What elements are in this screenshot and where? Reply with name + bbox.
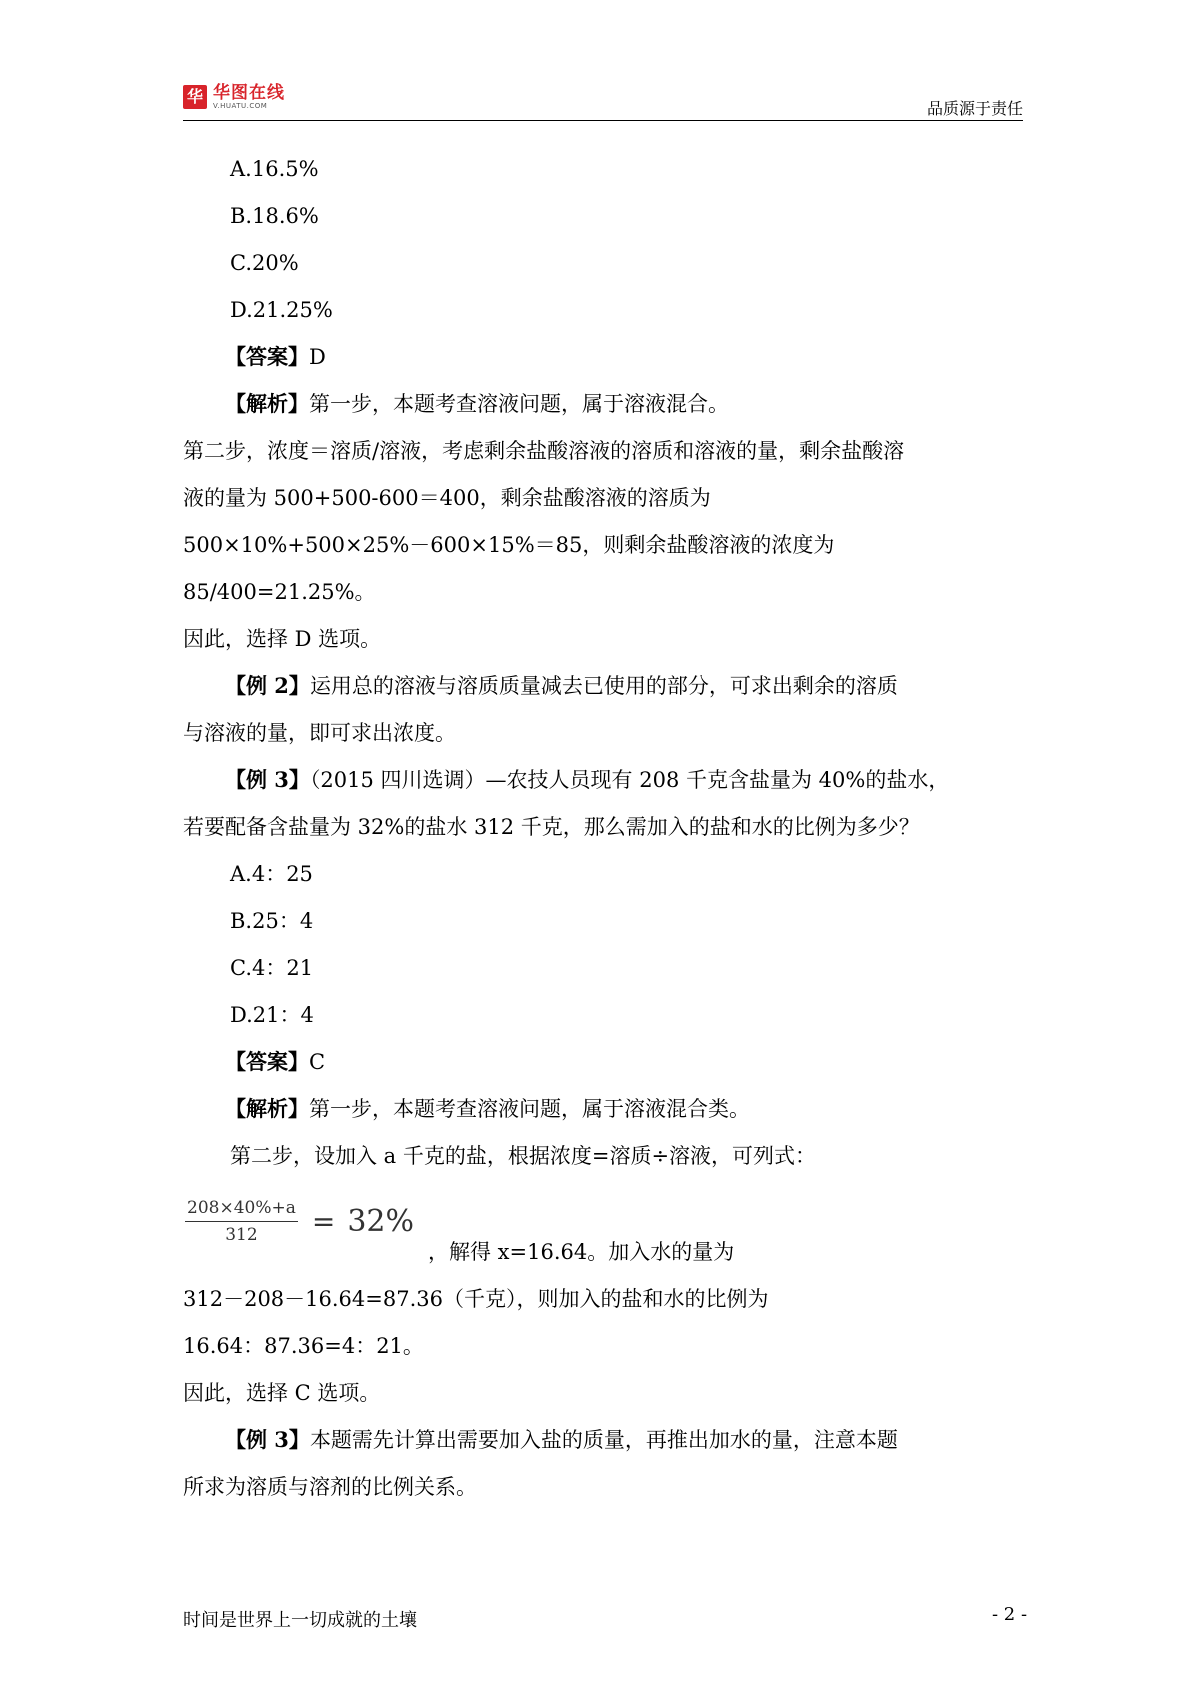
example-tag: 【例 2】	[225, 673, 310, 698]
example-text: 与溶液的量，即可求出浓度。	[183, 721, 456, 745]
analysis-text: 第一步，本题考查溶液问题，属于溶液混合。	[309, 392, 729, 416]
option-a: A.4：25	[230, 862, 313, 886]
analysis-text: 第二步，设加入 a 千克的盐，根据浓度=溶质÷溶液，可列式：	[230, 1144, 817, 1168]
answer-line	[225, 343, 326, 371]
analysis-text: ，解得 x=16.64。加入水的量为	[428, 1240, 735, 1264]
conclusion-text: 因此，选择 C 选项。	[183, 1381, 381, 1405]
analysis-tag: 【解析】	[225, 391, 309, 416]
formula-numerator: 208×40%+a	[185, 1198, 298, 1222]
formula-result: 32%	[347, 1204, 415, 1239]
option-c: C.4：21	[230, 956, 314, 980]
analysis-text: 500×10%+500×25%－600×15%＝85，则剩余盐酸溶液的浓度为	[183, 533, 835, 557]
conclusion-text: 因此，选择 D 选项。	[183, 627, 382, 651]
example-tag: 【例 3】	[225, 767, 310, 792]
option-d: D.21：4	[230, 1003, 314, 1027]
analysis-text: 液的量为 500+500-600＝400，剩余盐酸溶液的溶质为	[183, 486, 711, 510]
header-motto: 品质源于责任	[926, 99, 1023, 118]
example-text: 运用总的溶液与溶质质量减去已使用的部分，可求出剩余的溶质	[309, 674, 898, 698]
analysis-text: 85/400=21.25%。	[183, 580, 376, 604]
logo-icon: 华	[183, 85, 207, 109]
example-text: （2015 四川选调）—农技人员现有 208 千克含盐量为 40%的盐水，	[309, 768, 950, 792]
formula-equals: =	[311, 1205, 336, 1238]
analysis-text: 第二步，浓度＝溶质/溶液，考虑剩余盐酸溶液的溶质和溶液的量，剩余盐酸溶	[183, 439, 905, 463]
analysis-tag: 【解析】	[225, 1096, 309, 1121]
example-text: 本题需先计算出需要加入盐的质量，再推出加水的量，注意本题	[309, 1428, 898, 1452]
example-tag: 【例 3】	[225, 1427, 310, 1452]
formula	[185, 1198, 414, 1245]
analysis-line	[225, 1095, 750, 1123]
option-a: A.16.5%	[230, 157, 319, 181]
answer-tag: 【答案】	[225, 1049, 309, 1074]
analysis-line	[225, 390, 729, 418]
option-d: D.21.25%	[230, 298, 333, 322]
answer-value: D	[309, 345, 326, 369]
example-3-note-line	[225, 1426, 898, 1454]
page-number: - 2 -	[992, 1604, 1028, 1625]
footer-slogan: 时间是世界上一切成就的土壤	[183, 1610, 417, 1631]
answer-value: C	[309, 1050, 326, 1074]
formula-denominator: 312	[225, 1225, 258, 1245]
example-3-line	[225, 766, 949, 794]
logo-name: 华图在线	[213, 83, 285, 103]
analysis-text: 16.64：87.36=4：21。	[183, 1334, 424, 1358]
answer-line	[225, 1048, 325, 1076]
answer-tag: 【答案】	[225, 344, 309, 369]
example-text: 若要配备含盐量为 32%的盐水 312 千克，那么需加入的盐和水的比例为多少？	[183, 815, 920, 839]
page-header	[183, 84, 1023, 121]
option-c: C.20%	[230, 251, 299, 275]
example-2-line	[225, 672, 898, 700]
logo-url: V.HUATU.COM	[213, 102, 268, 110]
analysis-text: 312－208－16.64=87.36（千克），则加入的盐和水的比例为	[183, 1287, 769, 1311]
brand-logo	[183, 84, 285, 110]
example-text: 所求为溶质与溶剂的比例关系。	[183, 1475, 477, 1499]
option-b: B.18.6%	[230, 204, 319, 228]
analysis-text: 第一步，本题考查溶液问题，属于溶液混合类。	[309, 1097, 750, 1121]
option-b: B.25：4	[230, 909, 314, 933]
formula-fraction	[185, 1198, 298, 1245]
